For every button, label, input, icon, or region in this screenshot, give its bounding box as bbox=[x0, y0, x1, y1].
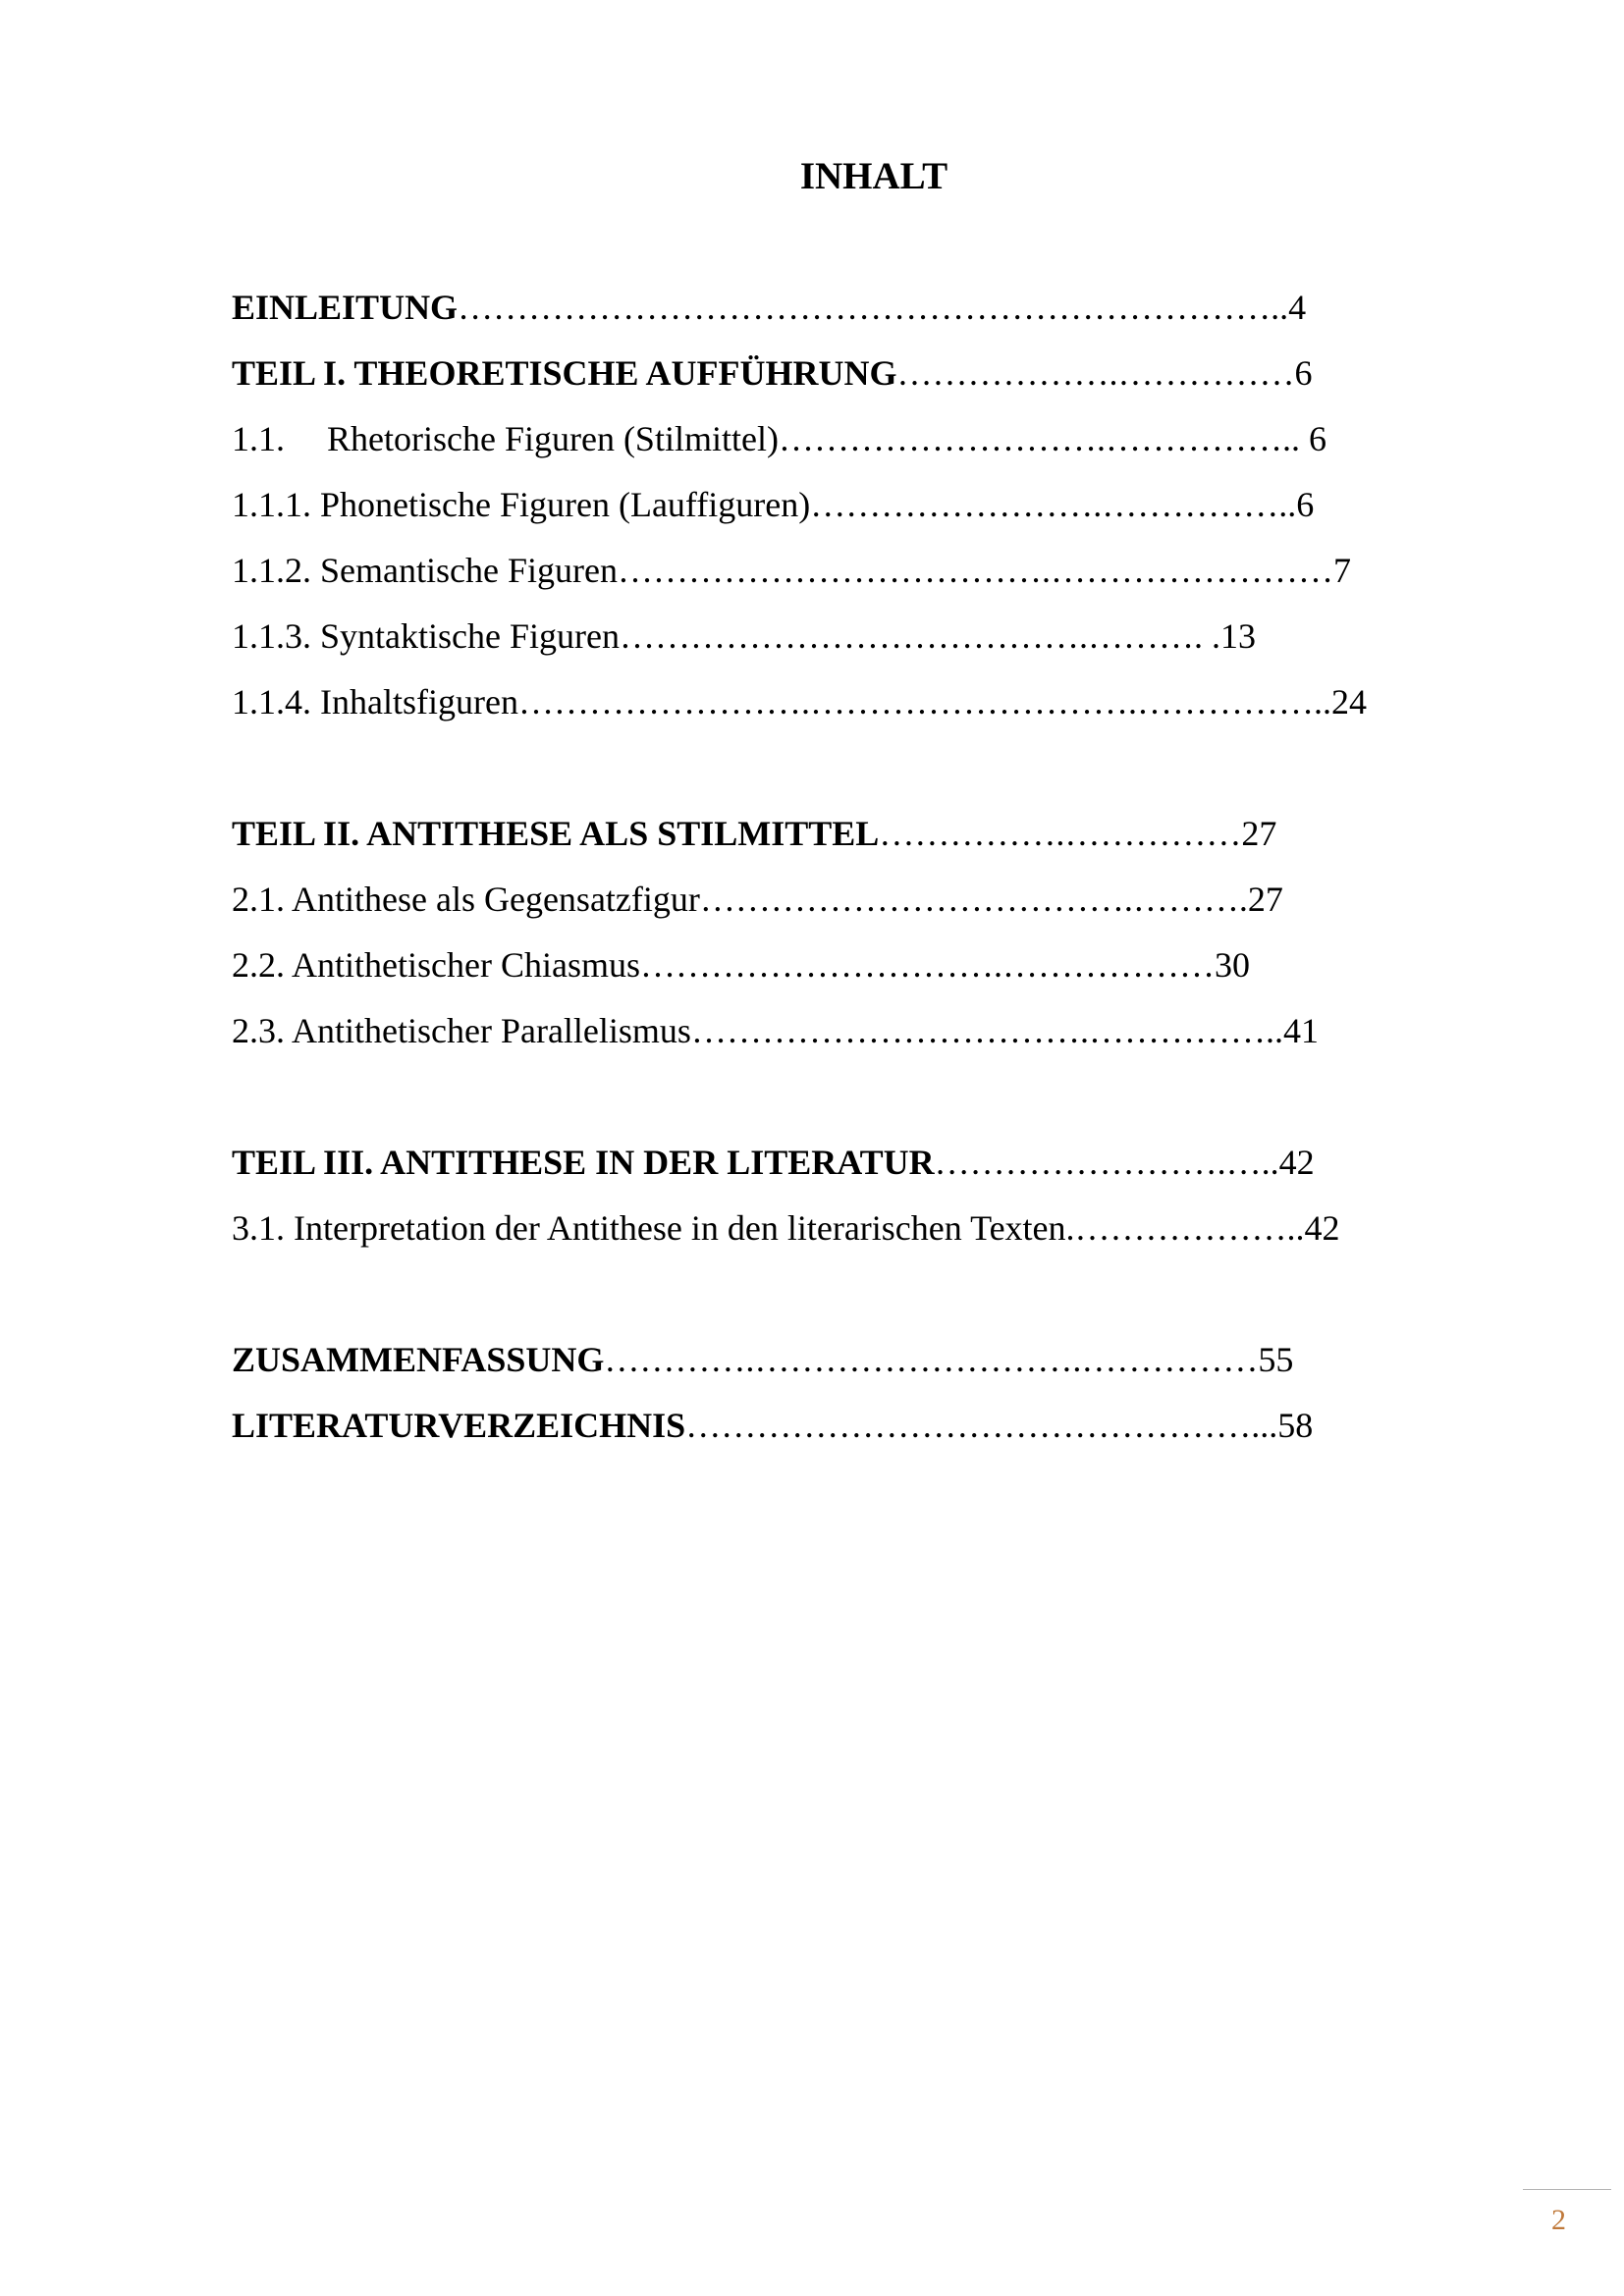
toc-entry-label: LITERATURVERZEICHNIS bbox=[232, 1406, 686, 1445]
toc-entry-dots: ……………………….…………….. bbox=[778, 419, 1309, 458]
toc-entry-label: 3.1. Interpretation der Antithese in den literarischen Texten. bbox=[232, 1208, 1075, 1248]
toc-entry-page: 30 bbox=[1214, 945, 1250, 985]
toc-entry-dots: ……………………………….………. bbox=[699, 880, 1248, 919]
toc-entry-label: 2.1. Antithese als Gegensatzfigur bbox=[232, 880, 700, 919]
toc-entry-1-1-4 bbox=[232, 673, 1508, 739]
toc-entry-page: 6 bbox=[1294, 353, 1313, 393]
section-spacer bbox=[232, 1068, 1508, 1134]
page-title: INHALT bbox=[799, 155, 948, 197]
toc-entry-dots: …………………………………………………………….. bbox=[458, 288, 1289, 327]
toc-entry-dots: …………………….……………. bbox=[810, 485, 1288, 524]
toc-entry-label: TEIL I. THEORETISCHE AUFFÜHRUNG bbox=[232, 353, 897, 393]
toc-entry-page: 27 bbox=[1247, 880, 1283, 919]
toc-entry-label: 2.2. Antithetischer Chiasmus bbox=[232, 945, 640, 985]
toc-entry-1-1-1 bbox=[232, 476, 1508, 542]
toc-entry-page: 27 bbox=[1241, 814, 1277, 853]
section-spacer bbox=[232, 1265, 1508, 1331]
toc-entry-page: 7 bbox=[1332, 551, 1351, 590]
toc-entry-dots: ………………………………….………. . bbox=[619, 616, 1220, 656]
page-number: 2 bbox=[1551, 2204, 1566, 2236]
toc-entry-zusammenfassung bbox=[232, 1331, 1508, 1397]
footer-divider bbox=[1523, 2189, 1611, 2190]
toc-entry-label: 1.1.1. Phonetische Figuren (Lauffiguren) bbox=[232, 485, 811, 524]
toc-entry-dots: ……………….…………… bbox=[896, 353, 1295, 393]
toc-entry-page: 42 bbox=[1278, 1143, 1315, 1182]
toc-entry-dots: ………………………….……………… bbox=[639, 945, 1215, 985]
toc-entry-1-1-3 bbox=[232, 608, 1508, 673]
toc-entry-dots: …………………….……………………….…………….. bbox=[517, 682, 1331, 721]
toc-entry-dots: ……………….. bbox=[1074, 1208, 1305, 1248]
toc-entry-page: .6 bbox=[1287, 485, 1315, 524]
toc-entry-label: Rhetorische Figuren (Stilmittel) bbox=[327, 419, 779, 458]
toc-entry-teil-2 bbox=[232, 805, 1508, 871]
toc-entry-1-1 bbox=[232, 410, 1508, 476]
toc-entry-label: 1.1.4. Inhaltsfiguren bbox=[232, 682, 518, 721]
toc-entry-dots: …………….…………… bbox=[879, 814, 1242, 853]
toc-entry-dots: ……………………………….…………………… bbox=[617, 551, 1333, 590]
toc-entry-2-2 bbox=[232, 936, 1508, 1002]
toc-entry-teil-1 bbox=[232, 345, 1508, 410]
toc-entry-2-3 bbox=[232, 1002, 1508, 1068]
toc-entry-einleitung bbox=[232, 279, 1508, 345]
toc-entry-1-1-2 bbox=[232, 542, 1508, 608]
toc-entry-page: 41 bbox=[1282, 1011, 1319, 1050]
table-of-contents bbox=[232, 279, 1508, 1463]
toc-entry-label: TEIL III. ANTITHESE IN DER LITERATUR bbox=[232, 1143, 935, 1182]
toc-entry-2-1 bbox=[232, 871, 1508, 936]
toc-entry-page: 58 bbox=[1277, 1406, 1314, 1445]
toc-entry-literaturverzeichnis bbox=[232, 1397, 1508, 1463]
toc-entry-teil-3 bbox=[232, 1134, 1508, 1200]
toc-entry-label: ZUSAMMENFASSUNG bbox=[232, 1340, 605, 1379]
toc-entry-label: TEIL II. ANTITHESE ALS STILMITTEL bbox=[232, 814, 880, 853]
toc-entry-label: 1.1.3. Syntaktische Figuren bbox=[232, 616, 620, 656]
toc-entry-page: 42 bbox=[1304, 1208, 1340, 1248]
toc-entry-page: 6 bbox=[1308, 419, 1326, 458]
toc-entry-page: 24 bbox=[1330, 682, 1367, 721]
toc-entry-page: 55 bbox=[1258, 1340, 1294, 1379]
toc-entry-dots: …………………………….…………….. bbox=[690, 1011, 1283, 1050]
section-spacer bbox=[232, 739, 1508, 805]
toc-entry-dots: …………………….….. bbox=[934, 1143, 1279, 1182]
toc-entry-page: 4 bbox=[1288, 288, 1307, 327]
toc-entry-label: EINLEITUNG bbox=[232, 288, 459, 327]
toc-entry-number: 1.1. bbox=[232, 419, 285, 458]
toc-entry-dots: ………….……………………….…………… bbox=[604, 1340, 1259, 1379]
toc-entry-dots: …………………………………………... bbox=[685, 1406, 1278, 1445]
toc-entry-page: 13 bbox=[1219, 616, 1256, 656]
toc-entry-label: 2.3. Antithetischer Parallelismus bbox=[232, 1011, 691, 1050]
toc-entry-3-1 bbox=[232, 1200, 1508, 1265]
toc-entry-label: 1.1.2. Semantische Figuren bbox=[232, 551, 618, 590]
